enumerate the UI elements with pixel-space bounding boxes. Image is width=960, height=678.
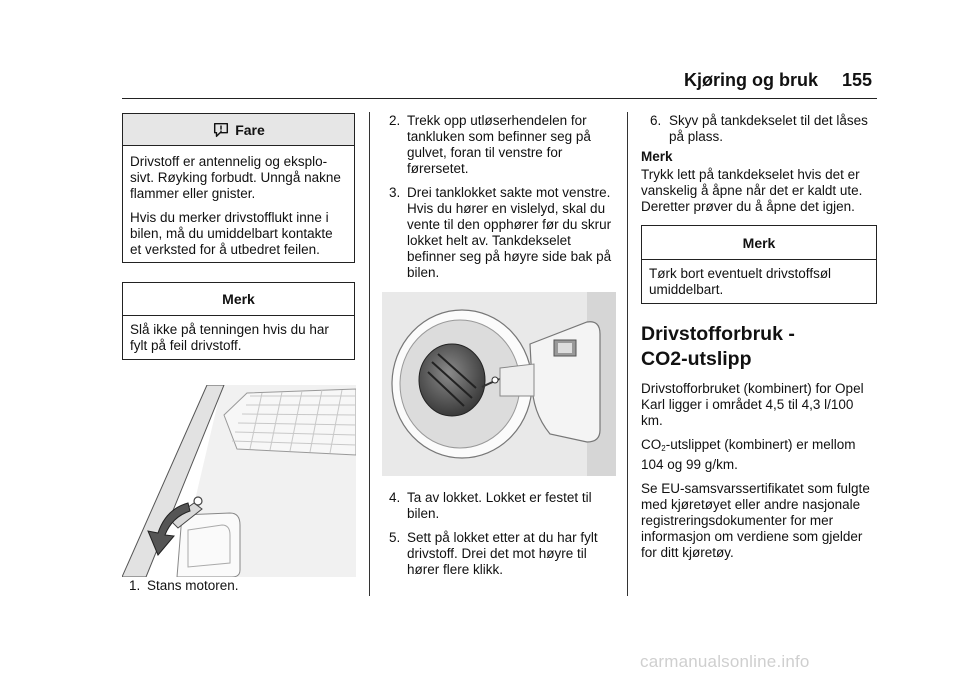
eu-cert-text: Se EU-samsvarssertifikatet som fulgte med kjøretøyet eller andre nasjonale registreringsdokumenter for mer informasjon om verdiene som gjelder for ditt kjøretøy. xyxy=(641,481,870,560)
list-item xyxy=(382,490,617,522)
merk-label: Merk xyxy=(641,149,673,164)
column-3 xyxy=(641,113,877,561)
step-number: 4. xyxy=(389,490,401,505)
header-rule xyxy=(122,98,877,99)
step-text: Sett på lokket etter at du har fylt drivstoff. Drei det mot høyre til hører flere klikk. xyxy=(407,530,598,577)
section-title-line-1: Drivstofforbruk - xyxy=(641,323,795,345)
watermark: carmanualsonline.info xyxy=(640,652,810,671)
step-1 xyxy=(122,578,355,594)
step-text: Stans motoren. xyxy=(147,578,239,593)
step-text: Drei tanklokket sakte mot venstre. Hvis du hører en vislelyd, skal du vente til den opphører før du skrur lokket helt av. Tankdekselet befinner seg på høyre side bak på bilen. xyxy=(407,185,612,280)
step-number: 5. xyxy=(389,530,401,545)
column-2 xyxy=(382,113,617,281)
warning-text-2: Hvis du merker drivstofflukt inne i bilen, må du umiddelbart kontakte et verksted for å utbedret feilen. xyxy=(130,210,333,257)
note-body xyxy=(123,316,354,362)
section-title xyxy=(641,322,877,372)
note-text-2: Tørk bort eventuelt drivstoffsøl umiddelbart. xyxy=(649,266,832,297)
co2-text xyxy=(641,437,877,473)
note-body-2 xyxy=(642,260,876,306)
consumption-text: Drivstofforbruket (kombinert) for Opel Karl ligger i området 4,5 til 4,3 l/100 km. xyxy=(641,381,864,428)
step-number: 6. xyxy=(650,113,662,128)
co2-prefix: CO xyxy=(641,437,662,452)
release-lever-illustration xyxy=(122,385,356,577)
warning-box xyxy=(122,113,355,263)
list-item xyxy=(382,185,617,281)
list-item xyxy=(641,113,877,145)
note-heading-2 xyxy=(642,226,876,260)
warning-heading xyxy=(123,114,354,146)
step-number: 1. xyxy=(129,578,141,593)
warning-icon xyxy=(212,121,230,139)
chapter-title: Kjøring og bruk xyxy=(684,70,818,90)
step-number: 2. xyxy=(389,113,401,128)
warning-body xyxy=(123,146,354,266)
list-item xyxy=(122,578,355,594)
merk-text: Trykk lett på tankdekselet hvis det er vanskelig å åpne når det er kaldt ute. Deretter prøver du å åpne det igjen. xyxy=(641,167,863,214)
list-item xyxy=(382,530,617,578)
warning-text-1: Drivstoff er antennelig og eksplo- sivt. Røyking forbudt. Unngå nakne flammer eller gnister. xyxy=(130,154,341,201)
step-number: 3. xyxy=(389,185,401,200)
figure-fuel-cap xyxy=(382,292,616,476)
page-number: 155 xyxy=(842,70,873,90)
step-text: Skyv på tankdekselet til det låses på plass. xyxy=(669,113,868,144)
step-text: Trekk opp utløserhendelen for tankluken som befinner seg på gulvet, foran til venstre for førersetet. xyxy=(407,113,591,176)
section-title-line-2: CO2-utslipp xyxy=(641,348,752,370)
note-heading-text: Merk xyxy=(222,291,255,307)
note-heading-text-2: Merk xyxy=(742,234,776,251)
figure-release-lever xyxy=(122,385,356,577)
warning-heading-text: Fare xyxy=(235,121,265,138)
co2-subscript: 2 xyxy=(661,444,666,453)
co2-rest: -utslippet (kombinert) er mellom 104 og 99 g/km. xyxy=(641,437,856,472)
step-text: Ta av lokket. Lokket er festet til bilen. xyxy=(407,490,592,521)
column-divider-2 xyxy=(627,112,628,596)
note-text: Slå ikke på tenningen hvis du har fylt på feil drivstoff. xyxy=(130,322,329,353)
note-box-2 xyxy=(641,225,877,304)
fuel-cap-illustration xyxy=(382,292,616,476)
note-heading xyxy=(123,283,354,316)
column-divider-1 xyxy=(369,112,370,596)
note-box xyxy=(122,282,355,360)
column-1 xyxy=(122,113,355,360)
column-2-bottom xyxy=(382,490,617,578)
list-item xyxy=(382,113,617,177)
